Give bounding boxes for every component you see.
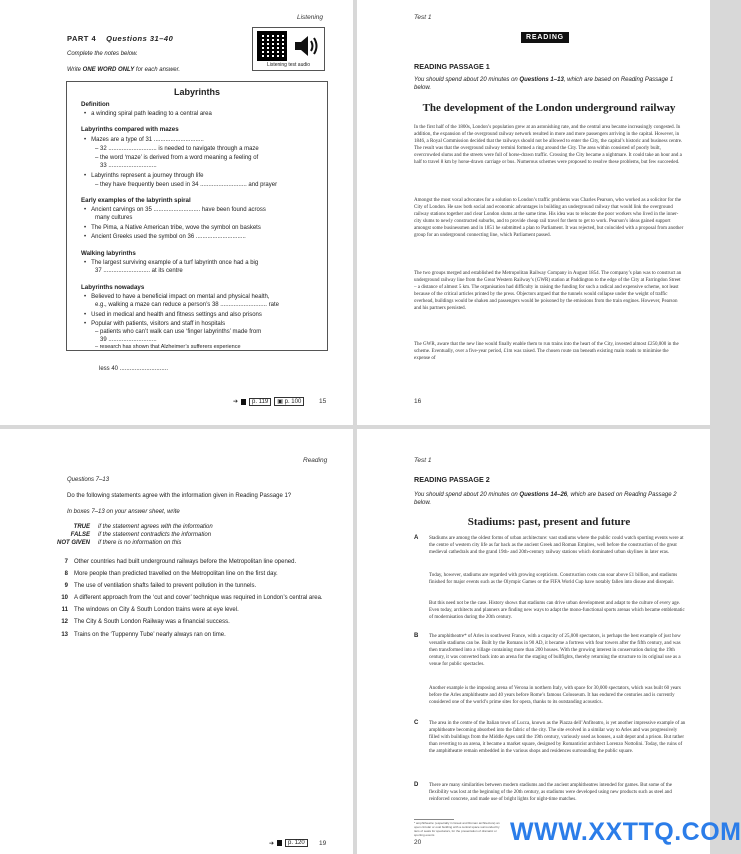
question-item[interactable]: 8 More people than predicted travelled on the Metropolitan line on the first day. <box>64 571 278 578</box>
paragraph: The area in the centre of the Italian town of Lucca, known as the Piazza dell’Anfiteatro, is yet another impressive example of an amphitheatre becoming absorbed into the fabric of the city. The site evolved in a similar way to Arles and was progressively filled with buildings from the Middle Ages until the 19th century, variously used as houses, a salt depot and a prison. But rather than reverting to an arena, it became a market square, designed by Romanticist architect Lorenzo Nottolini. Today, the ruins of the amphitheatre remain embedded in the various shops and residences surrounding the public square. <box>429 721 686 754</box>
key-row: FALSE if the statement contradicts the information <box>70 532 212 539</box>
running-header: Reading <box>303 457 328 464</box>
paragraph: Amongst the most vocal advocates for a solution to London’s traffic problems was Charles Pearson, who worked as a solicitor for the City of London. He saw both social and economic advantages in building an underground railway that would link the overground railway stations together and clear London slums at the same time. His idea was to relocate the poor workers who lived in the inner-city slums to newly constructed suburbs, and to provide cheap rail travel for them to get to work. Pearson’s ideas gained support amongst some businessmen and in 1851 he submitted a plan to Parliament. It was rejected, but coincided with a proposal from another group for an underground connecting line, which Parliament passed. <box>414 198 684 238</box>
gap-38[interactable]: e.g., walking a maze can reduce a person’s 38 ............................ rate <box>95 302 279 308</box>
section-letter-c: C <box>414 720 419 726</box>
paragraph: Today, however, stadiums are regarded with growing scepticism. Construction costs can soar above £1 billion, and stadiums finished for major events such as the Olympic Games or the FIFA World Cup have notably fallen into disuse and disrepair. <box>429 573 678 585</box>
paragraph: The amphitheatre* of Arles in southwest France, with a capacity of 25,000 spectators, is perhaps the best example of just how versatile stadiums can be. Built by the Romans in 90 AD, it became a fortress with four towers after the fifth century, and was then transformed into a village containing more than 200 houses. With the growing interest in conservation during the 19th century, it was converted back into an arena for the staging of bullfights, thereby returning the structure to its original use as a venue for public spectacles. <box>429 634 681 667</box>
section-letter-d: D <box>414 782 419 788</box>
question-item[interactable]: 11 The windows on City & South London trains were at eye level. <box>61 607 239 614</box>
gap-33[interactable]: 33 ............................. <box>100 163 157 169</box>
answer-key-icon <box>241 399 246 405</box>
bullet-item: • Mazes are a type of 31 .............................. <box>84 137 204 143</box>
page-number: 20 <box>414 839 422 846</box>
answer-ref-link[interactable]: p. 119 <box>249 398 271 406</box>
answer-key-icon <box>277 840 282 846</box>
question-list <box>48 558 328 643</box>
gap-32[interactable]: – 32 ............................. is needed to navigate through a maze <box>95 146 259 152</box>
script-ref-link[interactable]: ▣ p. 100 <box>274 397 304 406</box>
sub-item: – the word ‘maze’ is derived from a word meaning a feeling of <box>95 155 259 161</box>
question-item[interactable]: 9 The use of ventilation shafts failed to prevent pollution in the tunnels. <box>64 583 257 590</box>
footnote-divider <box>414 819 454 820</box>
paragraph: In the first half of the 1800s, London’s population grew at an astonishing rate, and the central area became increasingly congested. In addition, the expansion of the overground railway network resulted in more and more passengers arriving in the capital. However, in 1846, a Royal Commission decided that the railways should not be allowed to enter the City, the capital’s historic and business centre. The result was that the overground railway termini formed a ring around the City. The area within consisted of poorly built, overcrowded slums and the streets were full of horse-drawn traffic. Crossing the City became a nightmare. It could take an hour and a half to travel 8 km by horse-drawn carriage or bus. Numerous schemes were proposed to resolve these problems, but few succeeded. <box>414 125 683 165</box>
passage-title: Stadiums: past, present and future <box>467 516 631 528</box>
answer-ref-link[interactable]: p. 120 <box>285 839 308 847</box>
passage-intro: You should spend about 20 minutes on Questions 1–13, which are based on Reading Passage 1 below. <box>414 77 674 92</box>
section-letter-b: B <box>414 633 419 639</box>
paragraph: The GWR, aware that the new line would finally enable them to run trains into the heart of the City, invested almost £250,000 in the scheme. Eventually, over a five-year period, £1m was raised. The chosen route ran beneath existing main roads to minimise the expense of <box>414 342 679 361</box>
running-header: Test 1 <box>414 14 432 21</box>
passage-label: READING PASSAGE 1 <box>414 62 490 71</box>
bullet-item: • Used in medical and health and fitness settings and also prisons <box>84 312 262 318</box>
instruction: Complete the notes below. <box>67 51 138 57</box>
speaker-icon <box>293 33 319 59</box>
key-row: NOT GIVEN if there is no information on this <box>56 540 182 547</box>
audio-label: Listening test audio <box>266 62 311 68</box>
running-header: Listening <box>297 14 324 21</box>
paragraph: Stadiums are among the oldest forms of urban architecture: vast stadiums where the public could watch sporting events were at the centre of western city life as far back as the ancient Greek and Roman Empires, well before the construction of the great medieval cathedrals and the grand 19th- and 20th-century railway stations which dominated urban skylines in later eras. <box>429 536 684 555</box>
key-row: TRUE if the statement agrees with the information <box>73 524 213 530</box>
page-16 <box>357 0 710 425</box>
bullet-item: • Labyrinths represent a journey through life <box>84 173 204 179</box>
question-item[interactable]: 7 Other countries had built underground railways before the Metropolitan line opened. <box>64 559 297 565</box>
page-15 <box>0 0 353 425</box>
passage-intro: You should spend about 20 minutes on Questions 14–26, which are based on Reading Passage 2 below. <box>414 492 677 507</box>
notes-title: Labyrinths <box>173 87 220 97</box>
gap-37[interactable]: 37 ............................ at its centre <box>95 268 183 274</box>
part-heading <box>67 34 173 43</box>
page-19 <box>0 429 353 854</box>
sub-item: – research has shown that Alzheimer’s sufferers experience <box>95 344 241 350</box>
page-refs <box>269 839 308 847</box>
bullet-item: • Popular with patients, visitors and staff in hospitals <box>84 321 226 327</box>
section-heading: Early examples of the labyrinth spiral <box>81 197 191 204</box>
word-rule: Write ONE WORD ONLY for each answer. <box>67 67 181 73</box>
question-item[interactable]: 10 A different approach from the ‘cut and cover’ technique was required in London’s central area. <box>61 595 323 602</box>
gap-34[interactable]: – they have frequently been used in 34 ............................ and prayer <box>95 182 278 188</box>
running-header: Test 1 <box>414 457 432 464</box>
qr-code-icon <box>257 31 287 61</box>
section-badge: READING <box>521 32 569 43</box>
gap-39[interactable]: 39 ............................. <box>100 337 157 343</box>
audio-qr-box[interactable] <box>252 27 325 71</box>
questions-range: Questions 7–13 <box>67 477 110 483</box>
instruction: Do the following statements agree with the information given in Reading Passage 1? <box>67 493 292 499</box>
part-label: PART 4 <box>67 34 97 43</box>
notes-box <box>66 81 328 351</box>
gap-40[interactable]: less 40 ............................. <box>99 366 169 372</box>
questions-range: Questions 31–40 <box>106 34 174 43</box>
paragraph: But this need not be the case. History shows that stadiums can drive urban development and adapt to the culture of every age. Even today, architects and planners are finding new ways to adapt the mono-functional sports arenas which became emblematic of modernisation during the 20th century. <box>429 601 685 620</box>
watermark-logo: WWW.XXTTQ.COM <box>510 818 741 846</box>
page-number: 15 <box>319 398 327 405</box>
section-heading: Walking labyrinths <box>81 250 136 257</box>
paragraph: The two groups merged and established the Metropolitan Railway Company in August 1854. The company’s plan was to construct an underground railway line from the Great Western Railway’s (GWR) station at Paddington to the edge of the City at Farringdon Street – a distance of almost 5 km. The organisation had difficulty in raising the funding for such a radical and expensive scheme, not least because of the critical articles printed by the press. Objectors argued that the tunnels would collapse under the weight of traffic overhead, buildings would be shaken and passengers would be poisoned by the emissions from the train engines. However, Pearson and his partners persisted. <box>414 271 682 311</box>
paragraph: Another example is the imposing arena of Verona in northern Italy, with space for 30,000 spectators, which was built 60 years before the Arles amphitheatre and 40 years before Rome’s famous Colosseum. It has endured the centuries and is currently considered one of the world’s prime sites for opera, thanks to its outstanding acoustics. <box>429 686 681 705</box>
page-refs <box>233 397 304 406</box>
passage-title: The development of the London underground railway <box>422 102 676 114</box>
section-heading: Labyrinths compared with mazes <box>81 126 179 133</box>
question-item[interactable]: 13 Trains on the ‘Tuppenny Tube’ nearly always ran on time. <box>61 631 226 638</box>
bullet-item: • The Pima, a Native American tribe, wove the symbol on baskets <box>84 225 261 231</box>
section-letter-a: A <box>414 535 419 541</box>
page-number: 16 <box>414 398 422 405</box>
bullet-item: • a winding spiral path leading to a central area <box>84 111 212 117</box>
gap-36[interactable]: • Ancient Greeks used the symbol on 36 .............................. <box>84 234 246 240</box>
passage-label: READING PASSAGE 2 <box>414 475 490 484</box>
sub-item: – patients who can’t walk can use ‘finger labyrinths’ made from <box>95 329 262 335</box>
bullet-item: • Ancient carvings on 35 ............................ have been found across <box>84 207 266 213</box>
arrow-right-icon: ➔ <box>269 840 275 847</box>
section-heading: Definition <box>81 101 110 108</box>
question-item[interactable]: 12 The City & South London Railway was a financial success. <box>61 619 230 626</box>
instruction-boxes: In boxes 7–13 on your answer sheet, write <box>67 509 180 515</box>
paragraph: There are many similarities between modern stadiums and the ancient amphitheatres intended for games. But some of the flexibility was lost at the beginning of the 20th century, as stadiums were developed using new products such as steel and reinforced concrete, and made use of bright lights for night-time matches. <box>429 783 672 802</box>
footnote: * amphitheatre: (especially in Greek and Roman architecture) an open circular or oval building with a central space surrounded by tiers of seats for spectators, for the presentation of dramatic or sporting events <box>414 821 500 837</box>
answer-key-list <box>46 523 213 547</box>
bullet-item-cont: many cultures <box>95 215 133 221</box>
page-20 <box>357 429 741 854</box>
section-heading: Labyrinths nowadays <box>81 284 145 291</box>
bullet-item: • Believed to have a beneficial impact on mental and physical health, <box>84 294 270 300</box>
arrow-right-icon: ➔ <box>233 399 239 405</box>
page-number: 19 <box>319 840 327 847</box>
bullet-item: • The largest surviving example of a turf labyrinth once had a big <box>84 260 259 266</box>
